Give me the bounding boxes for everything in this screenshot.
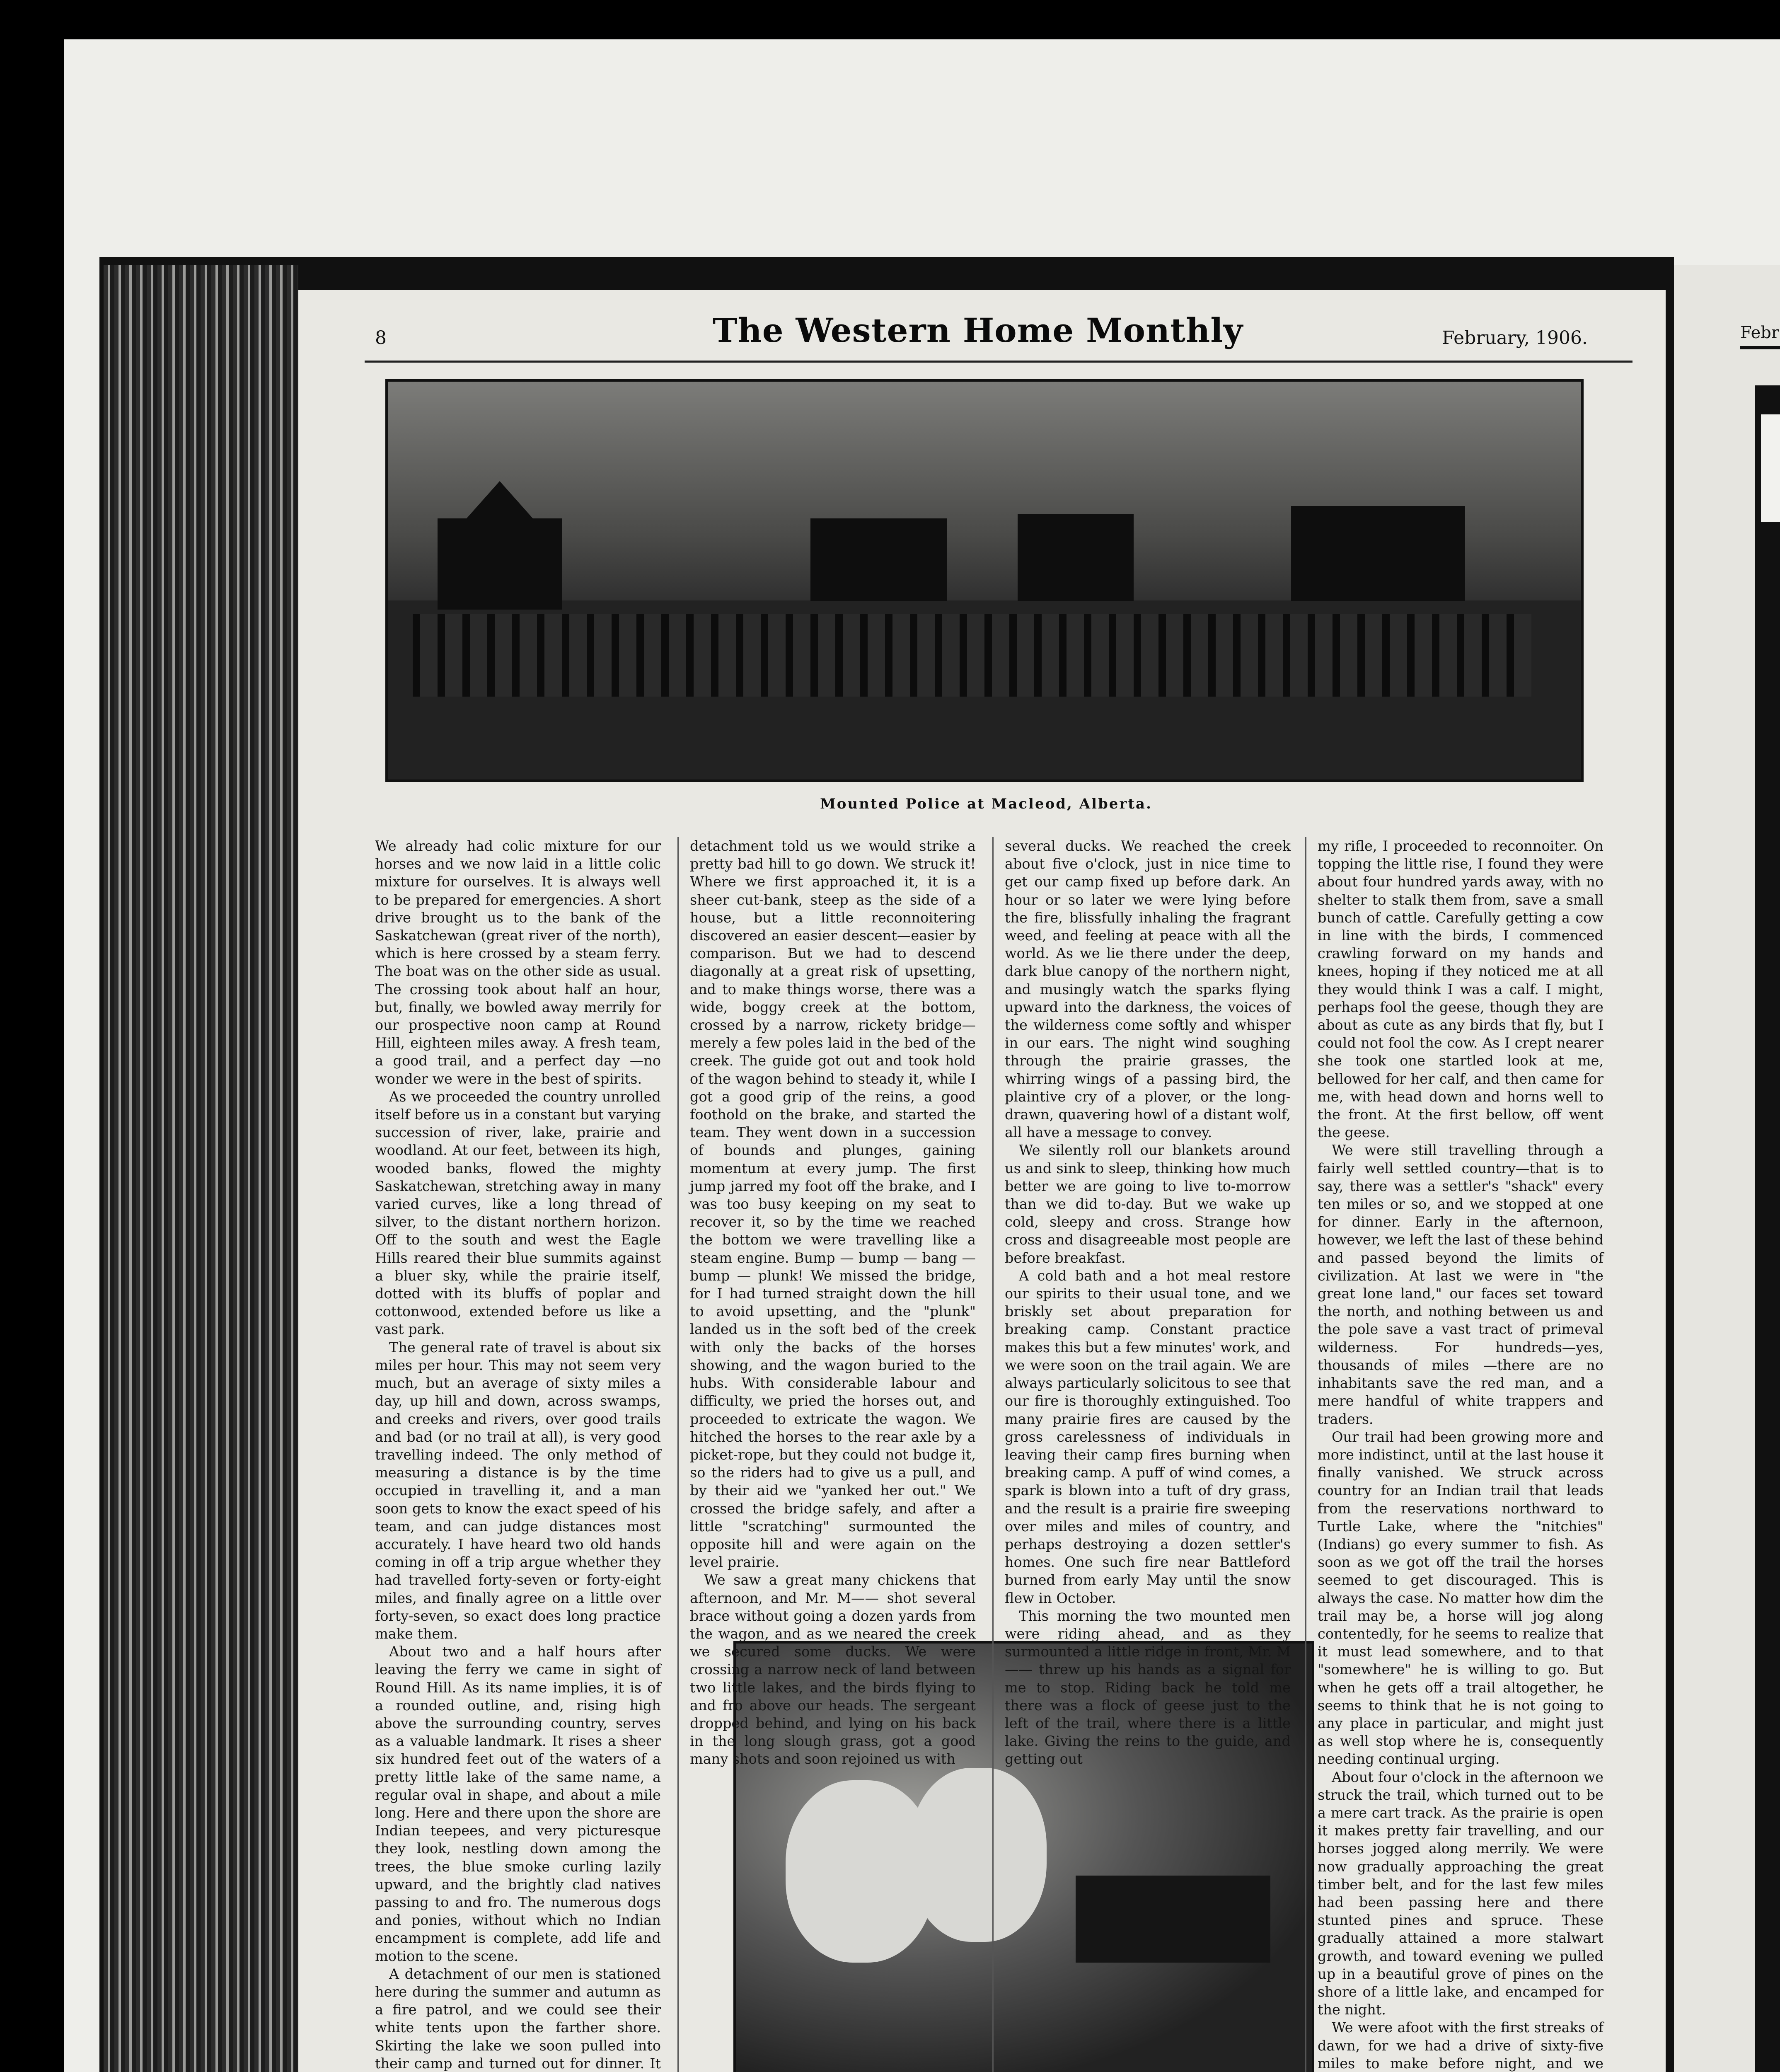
issue-date: February, 1906. <box>1442 327 1588 349</box>
paragraph: This morning the two mounted men were riding ahead, and as they surmounted a little ridge in front, Mr. M—— threw up his hands as a signal for me to stop. Riding back he told me there was a flock of geese just to the left of the trail, where there is a little lake. Giving the reins to the guide, and getting out <box>1005 1607 1291 1767</box>
building <box>1018 514 1134 601</box>
paragraph: A cold bath and a hot meal restore our spirits to their usual tone, and we briskly set about preparation for breaking camp. Constant practice makes this but a few minutes' work, and we were soon on the trail again. We are always particularly solicitous to see that our fire is thoroughly extinguished. Too many prairie fires are caused by the gross carelessness of individuals in leaving their camp fires burning when breaking camp. A puff of wind comes, a spark is blown into a tuft of dry grass, and the result is a prairie fire sweeping over miles and miles of country, and perhaps destroying a dozen settler's homes. One such fire near Battleford burned from early May until the snow flew in October. <box>1005 1267 1291 1606</box>
paragraph: We were afoot with the first streaks of dawn, for we had a drive of sixty-five miles to make before night, and we <box>1318 2019 1603 2072</box>
paragraph: We already had colic mixture for our horses and we now laid in a little colic mixture for ourselves. It is always well to be prepared for emergencies. A short drive brought us to the bank of the Saskatchewan (great river of the north), which is here crossed by a steam ferry. The boat was on the other side as usual. The crossing took about half an hour, but, finally, we bowled away merrily for our prospective noon camp at Round Hill, eighteen miles away. A fresh team, a good trail, and a perfect day —no wonder we were in the best of spirits. <box>375 838 661 1087</box>
facing-page-rule <box>1740 346 1780 349</box>
paragraph: The general rate of travel is about six miles per hour. This may not seem very much, but an average of sixty miles a day, up hill and down, across swamps, and creeks and rivers, over good trails and bad (or no trail at all), is very good travelling indeed. The only method of measuring a distance is by the time occupied in travelling it, and a man soon gets to know the exact speed of his team, and can judge distances most accurately. I have heard two old hands coming in off a trip argue whether they had travelled forty-seven or forty-eight miles, and finally agree on a little over forty-seven, so exact does long practice make them. <box>375 1339 661 1642</box>
masthead: The Western Home Monthly <box>713 311 1243 350</box>
article-column-3 <box>1005 837 1291 1767</box>
header-rule <box>365 361 1632 363</box>
paragraph: About four o'clock in the afternoon we struck the trail, which turned out to be a mere cart track. As the prairie is open it makes pretty fair travelling, and our horses jogged along merrily. We were now gradually approaching the great timber belt, and for the last few miles had been passing here and there stunted pines and spruce. These gradually attained a more stalwart growth, and toward evening we pulled up in a beautiful grove of pines on the shore of a little lake, and encamped for the night. <box>1318 1769 1603 2018</box>
column-rule <box>992 837 994 2072</box>
article-column-4 <box>1318 837 1603 2072</box>
page-edges <box>104 265 298 2072</box>
photo-mounted-police <box>385 379 1584 782</box>
troop-line <box>413 614 1531 697</box>
facing-page-column <box>1755 385 1780 2072</box>
paragraph: As we proceeded the country unrolled itself before us in a constant but varying succession of river, lake, prairie and woodland. At our feet, between its high, wooded banks, flowed the mighty Saskatchewan, stretching away in many varied curves, like a long thread of silver, to the distant northern horizon. Off to the south and west the Eagle Hills reared their blue summits against a bluer sky, while the prairie itself, dotted with its bluffs of poplar and cottonwood, extended before us like a vast park. <box>375 1088 661 1338</box>
building <box>1291 506 1465 601</box>
paragraph: We saw a great many chickens that afternoon, and Mr. M—— shot several brace without going a dozen yards from the wagon, and as we neared the creek we secured some ducks. We were crossing a narrow neck of land between two little lakes, and the birds flying to and fro above our heads. The sergeant dropped behind, and lying on his back in the long slough grass, got a good many shots and soon rejoined us with <box>690 1572 976 1767</box>
paragraph: my rifle, I proceeded to reconnoiter. On topping the little rise, I found they were about four hundred yards away, with no shelter to stalk them from, save a small bunch of cattle. Carefully getting a cow in line with the birds, I commenced crawling forward on my hands and knees, hoping if they noticed me at all they would think I was a calf. I might, perhaps fool the geese, though they are about as cute as any birds that fly, but I could not fool the cow. As I crept nearer she took one startled look at me, bellowed for her calf, and then came for me, with head down and horns well to the front. At the first bellow, off went the geese. <box>1318 838 1603 1141</box>
article-column-1 <box>375 837 661 2072</box>
facing-page-header: Febr <box>1740 323 1779 342</box>
page-number: 8 <box>375 327 387 349</box>
column-rule <box>1305 837 1306 2072</box>
horse <box>910 1768 1047 1942</box>
paragraph: Our trail had been growing more and more indistinct, until at the last house it finally vanished. We struck across country for an Indian trail that leads from the reservations northward to Turtle Lake, where the "nitchies" (Indians) go every summer to fish. As soon as we got off the trail the horses seemed to get discouraged. This is always the case. No matter how dim the trail may be, a horse will jog along contentedly, for he seems to realize that it must lead somewhere, and to that "somewhere" he is willing to go. But when he gets off a trail altogether, he seems to think that he is not going to any place in particular, and might just as well stop where he is, consequently needing continual urging. <box>1318 1428 1603 1767</box>
column-rule <box>677 837 679 2072</box>
building <box>438 518 562 610</box>
sleigh <box>1076 1876 1270 1963</box>
paragraph: detachment told us we would strike a pretty bad hill to go down. We struck it! Where we first approached it, it is a sheer cut-bank, steep as the side of a house, but a little reconnoitering discovered an easier descent—easier by comparison. But we had to descend diagonally at a great risk of upsetting, and to make things worse, there was a wide, boggy creek at the bottom, crossed by a narrow, rickety bridge—merely a few poles laid in the bed of the creek. The guide got out and took hold of the wagon behind to steady it, while I got a good grip of the reins, a good foothold on the brake, and started the team. They went down in a succession of bounds and plunges, gaining momentum at every jump. The first jump jarred my foot off the brake, and I was too busy keeping on my seat to recover it, so by the time we reached the bottom we were travelling like a steam engine. Bump — bump — bang — bump — plunk! We missed the bridge, for I had turned straight down the hill to avoid upsetting, and the "plunk" landed us in the soft bed of the creek with only the backs of the horses showing, and the wagon buried to the hubs. With considerable labour and difficulty, we pried the horses out, and proceeded to extricate the wagon. We hitched the horses to the rear axle by a picket-rope, but they could not budge it, so the riders had to give us a pull, and by their aid we "yanked her out." We crossed the bridge safely, and after a little "scratching" surmounted the opposite hill and were again on the level prairie. <box>690 838 976 1571</box>
paragraph: several ducks. We reached the creek about five o'clock, just in nice time to get our camp fixed up before dark. An hour or so later we were lying before the fire, blissfully inhaling the fragrant weed, and feeling at peace with all the world. As we lie there under the deep, dark blue canopy of the northern night, and musingly watch the sparks flying upward into the darkness, the voices of the wilderness come softly and whisper in our ears. The night wind soughing through the prairie grasses, the whirring wings of a passing bird, the plaintive cry of a plover, or the long-drawn, quavering howl of a distant wolf, all have a message to convey. <box>1005 838 1291 1141</box>
article-column-2 <box>690 837 976 1768</box>
paragraph: About two and a half hours after leaving the ferry we came in sight of Round Hill. As its name implies, it is of a rounded outline, and, rising high above the surrounding country, serves as a valuable landmark. It rises a sheer six hundred feet out of the waters of a pretty little lake of the same name, a regular oval in shape, and about a mile long. Here and there upon the shore are Indian teepees, and very picturesque they look, nestling down among the trees, the blue smoke curling lazily upward, and the brightly clad natives passing to and fro. The numerous dogs and ponies, without which no Indian encampment is complete, add life and motion to the scene. <box>375 1644 661 1964</box>
figure-caption: Mounted Police at Macleod, Alberta. <box>820 796 1152 812</box>
building <box>810 518 947 601</box>
paragraph: We were still travelling through a fairly well settled country—that is to say, there was a settler's "shack" every ten miles or so, and we stopped at one for dinner. Early in the afternoon, however, we left the last of these behind and passed beyond the limits of civilization. At last we were in "the great lone land," our faces set toward the north, and nothing between us and the pole save a vast tract of primeval wilderness. For hundreds—yes, thousands of miles —there are no inhabitants save the red man, and a mere handful of white trappers and traders. <box>1318 1142 1603 1427</box>
paragraph: We silently roll our blankets around us and sink to sleep, thinking how much better we are going to live to-morrow than we did to-day. But we wake up cold, sleepy and cross. Strange how cross and disagreeable most people are before breakfast. <box>1005 1142 1291 1266</box>
building-roof <box>467 481 533 518</box>
facing-page-box <box>1761 414 1780 522</box>
paragraph: A detachment of our men is stationed here during the summer and autumn as a fire patrol, and we could see their white tents upon the farther shore. Skirting the lake we soon pulled into their camp and turned out for dinner. It <box>375 1965 661 2072</box>
